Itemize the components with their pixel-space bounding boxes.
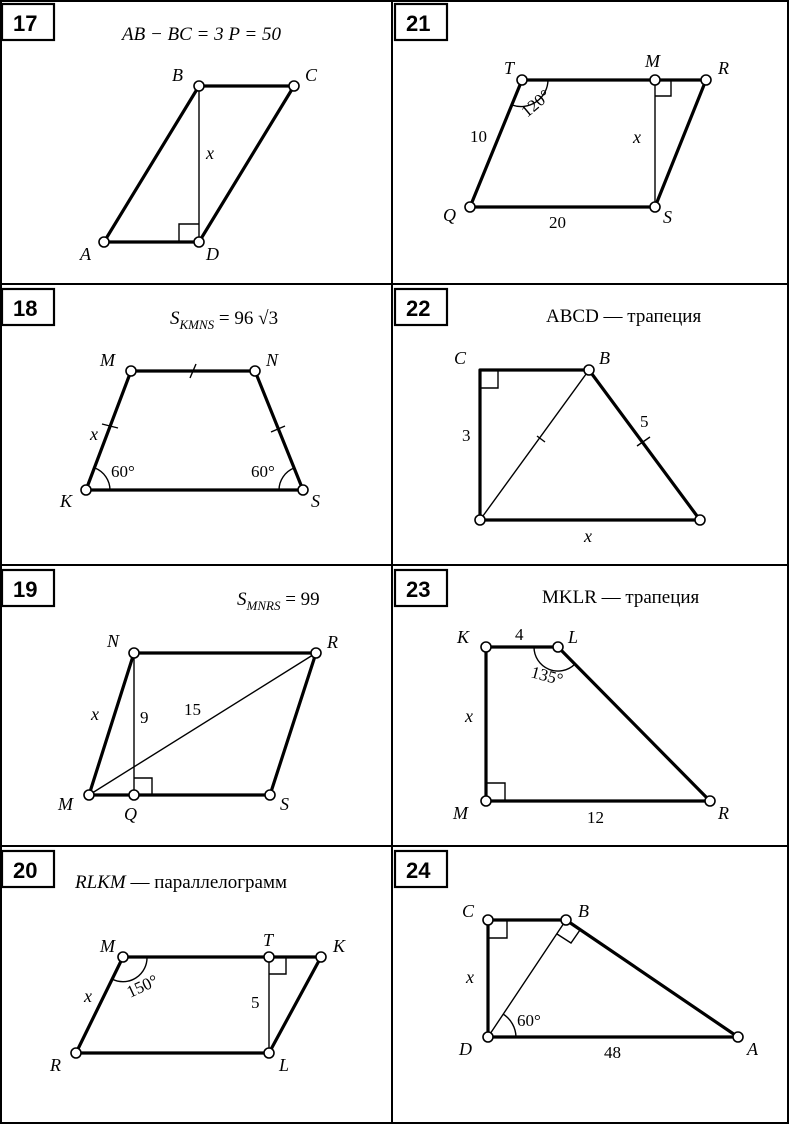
- problem-24: [395, 851, 759, 1062]
- vertex-label: N: [107, 631, 120, 651]
- problem-19: [2, 570, 338, 824]
- unknown-label: x: [466, 967, 474, 987]
- vertex-label: M: [58, 794, 73, 814]
- problem-number: 19: [13, 577, 38, 602]
- side-length: 48: [604, 1043, 621, 1062]
- vertex-label: K: [457, 627, 470, 647]
- trapezoid-figure: [475, 365, 705, 525]
- problem-23: [395, 570, 729, 827]
- unknown-label: x: [84, 986, 92, 1006]
- unknown-label: x: [90, 424, 98, 444]
- problem-number: 20: [13, 858, 38, 883]
- angle-value: 150°: [123, 970, 161, 1002]
- parallelogram-figure: [99, 81, 299, 247]
- vertex-label: A: [80, 244, 91, 264]
- vertex-label: Q: [124, 804, 137, 824]
- angle-value: 60°: [517, 1011, 541, 1030]
- problem-condition: $S_{MNRS} = 99$: [237, 589, 320, 613]
- unknown-label: x: [465, 706, 473, 726]
- vertex-label: C: [305, 65, 318, 85]
- side-length: 3: [462, 426, 471, 445]
- vertex-label: S: [311, 491, 320, 511]
- unknown-label: x: [584, 526, 592, 546]
- problem-number: 23: [406, 577, 431, 602]
- vertex-label: B: [578, 901, 589, 921]
- vertex-label: B: [599, 348, 610, 368]
- problem-number: 21: [406, 11, 431, 36]
- angle-value: 120°: [517, 85, 555, 122]
- side-length: 10: [470, 127, 487, 146]
- vertex-label: C: [454, 348, 467, 368]
- vertex-label: L: [279, 1055, 290, 1075]
- vertex-label: R: [718, 803, 729, 823]
- vertex-label: M: [100, 936, 115, 956]
- vertex-label: M: [645, 51, 660, 71]
- vertex-label: B: [172, 65, 183, 85]
- problem-condition: $S_{KMNS} = 96$ √3: [170, 308, 279, 332]
- angle-value: 60°: [251, 462, 275, 481]
- vertex-label: S: [663, 207, 672, 227]
- problem-number: 24: [406, 858, 431, 883]
- problem-17: [2, 4, 318, 264]
- vertex-label: D: [206, 244, 219, 264]
- problem-21: [395, 4, 729, 232]
- height-value: 5: [251, 993, 260, 1012]
- diagonal-value: 15: [184, 700, 201, 719]
- trapezoid-figure: [481, 642, 715, 806]
- problem-number: 17: [13, 11, 38, 36]
- problem-condition: ABCD — трапеция: [546, 306, 702, 327]
- parallelogram-figure: [465, 75, 711, 212]
- problem-20: [2, 851, 346, 1075]
- vertex-label: Q: [443, 205, 456, 225]
- problem-22: [395, 289, 705, 546]
- side-length: 4: [515, 625, 524, 644]
- vertex-label: R: [718, 58, 729, 78]
- problem-condition: MKLR — трапеция: [542, 587, 700, 608]
- problem-condition: AB − BC = 3 P = 50: [122, 24, 281, 45]
- vertex-label: C: [462, 901, 475, 921]
- vertex-label: K: [60, 491, 73, 511]
- vertex-label: N: [266, 350, 279, 370]
- unknown-label: x: [91, 704, 99, 724]
- vertex-label: M: [100, 350, 115, 370]
- vertex-label: M: [453, 803, 468, 823]
- vertex-label: D: [459, 1039, 472, 1059]
- angle-value: 60°: [111, 462, 135, 481]
- vertex-label: R: [327, 632, 338, 652]
- side-length: 20: [549, 213, 566, 232]
- vertex-label: R: [50, 1055, 61, 1075]
- vertex-label: S: [280, 794, 289, 814]
- vertex-label: L: [568, 627, 579, 647]
- problem-number: 22: [406, 296, 431, 321]
- parallelogram-figure: [71, 952, 326, 1058]
- vertex-label: K: [333, 936, 346, 956]
- vertex-label: A: [747, 1039, 758, 1059]
- problem-number: 18: [13, 296, 38, 321]
- side-length: 12: [587, 808, 604, 827]
- unknown-label: x: [206, 143, 214, 163]
- vertex-label: T: [504, 58, 515, 78]
- vertex-label: T: [263, 930, 274, 950]
- problem-18: [2, 289, 320, 511]
- parallelogram-figure: [84, 648, 321, 800]
- height-value: 9: [140, 708, 149, 727]
- problem-condition: RLKM — параллелограмм: [75, 872, 288, 893]
- unknown-label: x: [633, 127, 641, 147]
- angle-value: 135°: [528, 662, 566, 690]
- side-length: 5: [640, 412, 649, 431]
